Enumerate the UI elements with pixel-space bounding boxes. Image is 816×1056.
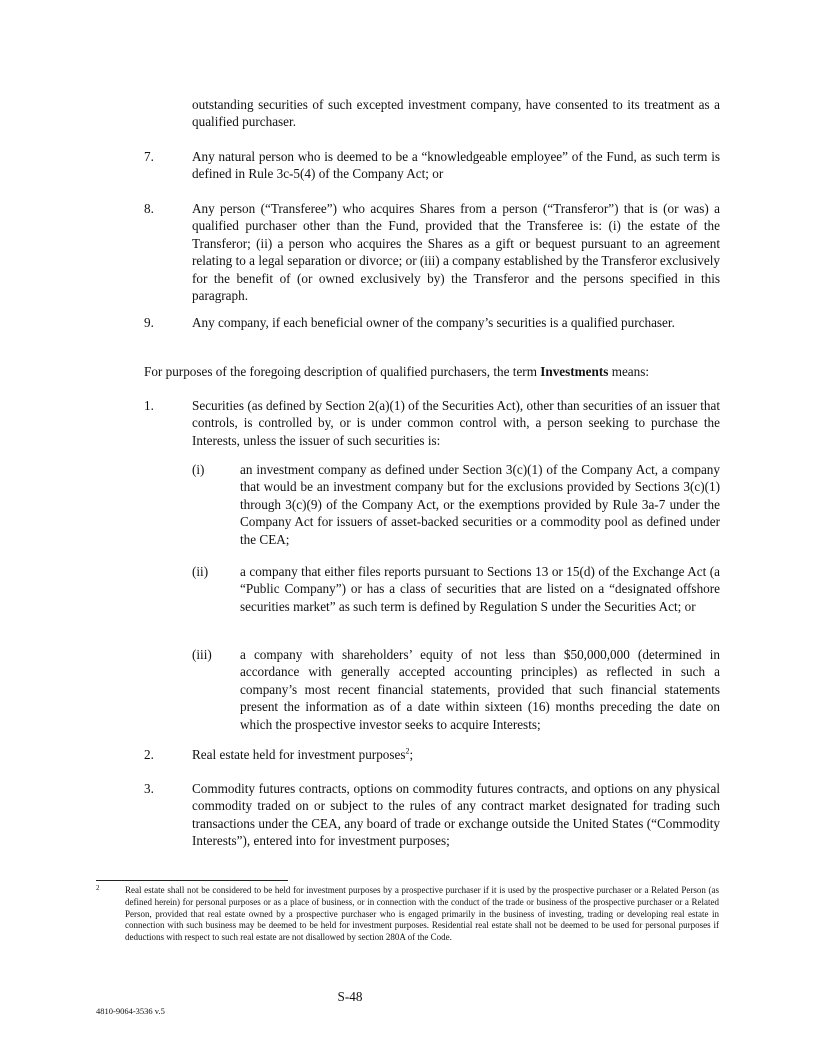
- list-item-text: Commodity futures contracts, options on commodity futures contracts, and options on any physical commodity traded on or subject to the rules of any contract market designated for trading such transactions under the CEA, any board of trade or exchange outside the United States (“Commodity Interests”), entered into for investment purposes;: [192, 781, 720, 849]
- list-item-text: Any company, if each beneficial owner of the company’s securities is a qualified purchaser.: [192, 315, 675, 330]
- subitem-text: an investment company as defined under Section 3(c)(1) of the Company Act, a company that would be an investment company but for the exclusions provided by Sections 3(c)(1) through 3(c)(9) of the Company Act, or the exemptions provided by Rule 3a-7 under the Company Act for issuers of asset-backed securities or a commodity pool as defined under the CEA;: [240, 462, 720, 547]
- list-item-text: [192, 746, 720, 763]
- item-number: 7.: [144, 149, 154, 164]
- subitem-number: (i): [192, 462, 205, 477]
- footnote-text: Real estate shall not be considered to be held for investment purposes by a prospective purchaser if it is used by the prospective purchaser or a Related Person (as defined herein) for personal purposes or as a place of business, or in connection with the conduct of the trade or business of the prospective purchaser or a Related Person, provided that real estate owned by a prospective purchaser who is engaged primarily in the business of investing, trading or developing real estate in connection with such business may be deemed to be held for investment purposes. Residential real estate shall not be deemed to be used for personal purposes if deductions with respect to such real estate are not disallowed by section 280A of the Code.: [125, 885, 719, 943]
- list-item-text: Any person (“Transferee”) who acquires Shares from a person (“Transferor”) that is (or was) a qualified purchaser other than the Fund, provided that the Transferee is: (i) the estate of the Transferor; (ii) a person who acquires the Shares as a gift or bequest pursuant to an agreement relating to a legal separation or divorce; or (iii) a company established by the Transferor exclusively for the benefit of (or owned exclusively by) the Transferor and the persons specified in this paragraph.: [192, 201, 720, 304]
- defined-term: Investments: [540, 364, 609, 379]
- real-estate-text: Real estate held for investment purposes: [192, 747, 406, 762]
- item-number: 9.: [144, 315, 154, 330]
- intro-text-end: means:: [608, 364, 650, 379]
- document-id: 4810-9064-3536 v.5: [96, 1006, 165, 1016]
- subitem-number: (ii): [192, 564, 209, 579]
- intro-text: For purposes of the foregoing description of qualified purchasers, the term: [144, 364, 541, 379]
- page-number: S-48: [337, 989, 363, 1004]
- list-item-text: Securities (as defined by Section 2(a)(1) of the Securities Act), other than securities of an issuer that controls, is controlled by, or is under common control with, a person seeking to purchase the Interests, unless the issuer of such securities is:: [192, 398, 720, 448]
- subitem-number: (iii): [192, 647, 212, 662]
- footnote-separator: [96, 880, 288, 881]
- investments-intro: [144, 363, 720, 380]
- continuation-paragraph: outstanding securities of such excepted investment company, have consented to its treatment as a qualified purchaser.: [192, 97, 720, 130]
- item-number: 1.: [144, 398, 154, 413]
- footnote-reference[interactable]: 2: [405, 746, 410, 756]
- item-number: 2.: [144, 747, 154, 762]
- subitem-text: a company with shareholders’ equity of not less than $50,000,000 (determined in accordance with generally accepted accounting principles) as reflected in such a company’s most recent financial statements, provided that such financial statements present the information as of a date within sixteen (16) months preceding the date on which the prospective investor seeks to acquire Interests;: [240, 647, 720, 732]
- item-number: 8.: [144, 201, 154, 216]
- subitem-text: a company that either files reports pursuant to Sections 13 or 15(d) of the Exchange Act (a “Public Company”) or has a class of securities that are listed on a “designated offshore securities market” as such term is defined by Regulation S under the Securities Act; or: [240, 564, 720, 614]
- item-number: 3.: [144, 781, 154, 796]
- punctuation: ;: [409, 747, 414, 762]
- list-item-text: Any natural person who is deemed to be a “knowledgeable employee” of the Fund, as such term is defined in Rule 3c-5(4) of the Company Act; or: [192, 149, 720, 182]
- footnote-number: 2: [96, 884, 100, 892]
